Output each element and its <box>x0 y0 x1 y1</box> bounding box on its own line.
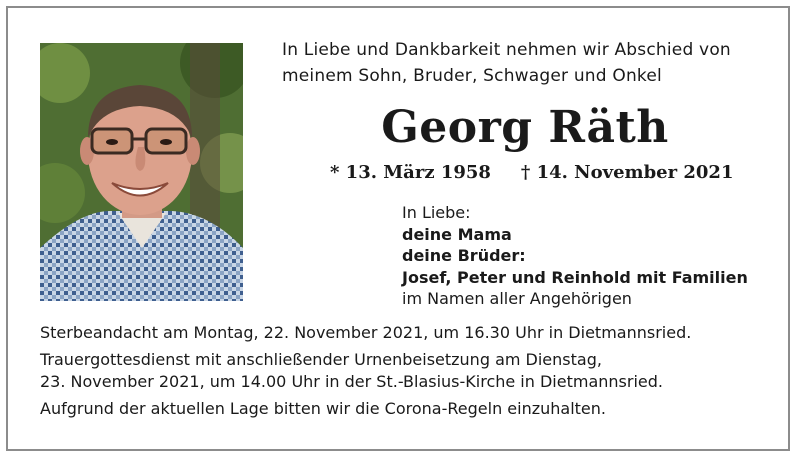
mourner-mother: deine Mama <box>402 224 512 244</box>
corona-notice: Aufgrund der aktuellen Lage bitten wir die Corona-Regeln einzuhalten. <box>40 399 606 418</box>
mourner-brothers: Josef, Peter und Reinhold mit Familien <box>402 267 748 287</box>
mourners-intro: In Liebe: <box>402 203 471 222</box>
service-line-1: Trauergottesdienst mit anschließender Urnenbeisetzung am Dienstag, <box>40 350 602 369</box>
deceased-name: Georg Räth <box>381 102 669 153</box>
intro-line-2: meinem Sohn, Bruder, Schwager und Onkel <box>282 66 662 86</box>
service-line-2: 23. November 2021, um 14.00 Uhr in der St.-Blasius-Kirche in Dietmannsried. <box>40 372 663 391</box>
birth-date: * 13. März 1958 <box>330 162 491 183</box>
funeral-info <box>40 322 785 425</box>
intro-line-1: In Liebe und Dankbarkeit nehmen wir Abschied von <box>282 40 731 60</box>
mourner-brothers-label: deine Brüder: <box>402 246 526 265</box>
life-dates <box>330 160 770 186</box>
service-info <box>40 349 785 393</box>
mourner-others: im Namen aller Angehörigen <box>402 289 632 308</box>
portrait-photo <box>40 43 243 301</box>
intro-text <box>282 37 782 89</box>
death-date: † 14. November 2021 <box>520 162 734 183</box>
mourners-block <box>402 202 792 310</box>
prayer-info: Sterbeandacht am Montag, 22. November 2021, um 16.30 Uhr in Dietmannsried. <box>40 323 692 342</box>
